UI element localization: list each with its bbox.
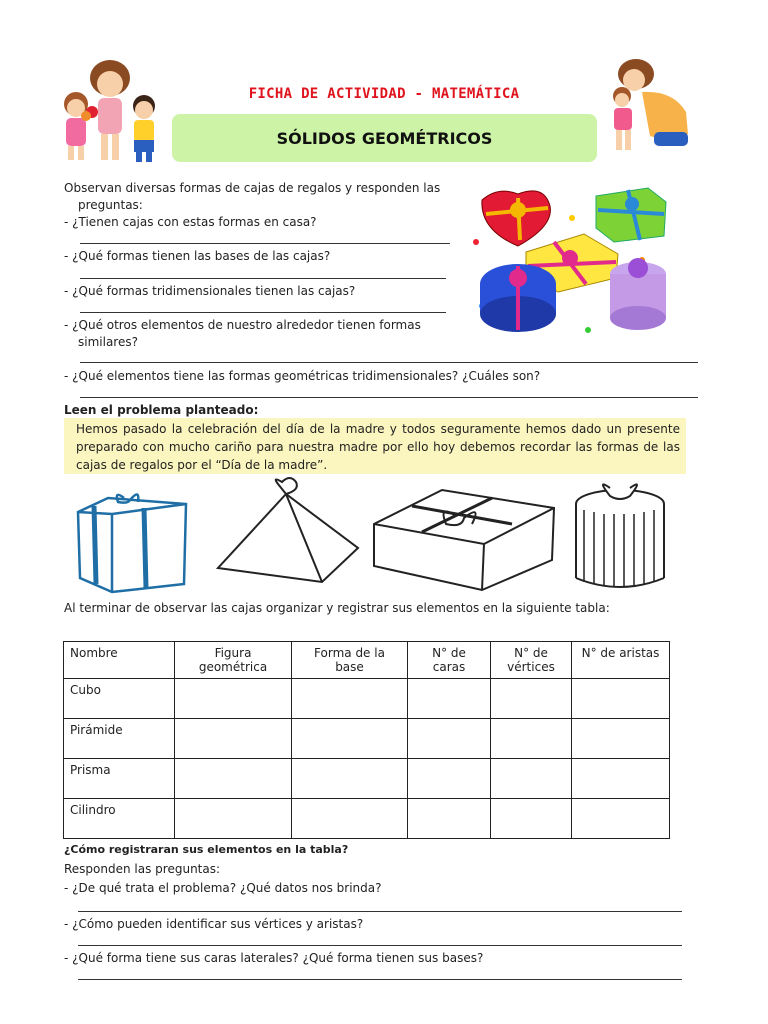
table-instruction: Al terminar de observar las cajas organizar y registrar sus elementos en la siguiente tabla: xyxy=(64,601,610,615)
header-name: Nombre xyxy=(64,642,175,679)
figure-cell[interactable] xyxy=(175,719,292,759)
table-row xyxy=(64,719,670,759)
faces-cell[interactable] xyxy=(408,799,491,839)
faces-cell[interactable] xyxy=(408,759,491,799)
answer-line-5[interactable] xyxy=(80,397,698,398)
header-figure: Figura geométrica xyxy=(175,642,292,679)
table-header-row xyxy=(64,642,670,679)
vertices-cell[interactable] xyxy=(491,759,572,799)
worksheet-title: FICHA DE ACTIVIDAD - MATEMÁTICA xyxy=(248,86,520,102)
mother-child-hug-illustration xyxy=(598,52,698,156)
figure-cell[interactable] xyxy=(175,759,292,799)
problem-box xyxy=(64,418,686,474)
family-illustration xyxy=(48,54,166,166)
problem-heading: Leen el problema planteado: xyxy=(64,403,259,417)
cube-gift-box-drawing xyxy=(74,492,190,596)
vertices-cell[interactable] xyxy=(491,799,572,839)
question-3: - ¿Qué formas tridimensionales tienen las cajas? xyxy=(64,284,356,298)
answer-line-1[interactable] xyxy=(80,243,450,244)
question-4: - ¿Qué otros elementos de nuestro alrededor tienen formas xyxy=(64,318,421,332)
row-name: Pirámide xyxy=(64,719,175,759)
problem-text: Hemos pasado la celebración del día de la madre y todos seguramente hemos dado un presente preparado con mucho cariño para nuestra madre por ello hoy debemos recordar las formas de las cajas de regalos por el “Día de la madre”. xyxy=(76,422,680,472)
question-1: - ¿Tienen cajas con estas formas en casa? xyxy=(64,215,317,229)
intro-line-1: Observan diversas formas de cajas de regalos y responden las xyxy=(64,181,441,195)
table-row xyxy=(64,799,670,839)
topic-title: SÓLIDOS GEOMÉTRICOS xyxy=(276,128,493,148)
base-cell[interactable] xyxy=(292,719,408,759)
closing-question-2: - ¿Cómo pueden identificar sus vértices y aristas? xyxy=(64,917,364,931)
closing-answer-line-3[interactable] xyxy=(78,979,682,980)
faces-cell[interactable] xyxy=(408,719,491,759)
edges-cell[interactable] xyxy=(572,719,670,759)
solids-table xyxy=(63,641,670,839)
closing-question-3: - ¿Qué forma tiene sus caras laterales? ¿Qué forma tienen sus bases? xyxy=(64,951,484,965)
figure-cell[interactable] xyxy=(175,679,292,719)
row-name: Prisma xyxy=(64,759,175,799)
row-name: Cubo xyxy=(64,679,175,719)
question-2: - ¿Qué formas tienen las bases de las cajas? xyxy=(64,249,331,263)
table-row xyxy=(64,759,670,799)
question-4-cont: similares? xyxy=(78,335,138,349)
table-row xyxy=(64,679,670,719)
base-cell[interactable] xyxy=(292,799,408,839)
gift-boxes-illustration xyxy=(468,180,684,342)
answer-line-3[interactable] xyxy=(80,312,446,313)
answer-line-2[interactable] xyxy=(80,278,446,279)
header-base-shape: Forma de la base xyxy=(292,642,408,679)
answer-line-4[interactable] xyxy=(80,362,698,363)
vertices-cell[interactable] xyxy=(491,719,572,759)
intro-line-2: preguntas: xyxy=(78,198,143,212)
faces-cell[interactable] xyxy=(408,679,491,719)
base-cell[interactable] xyxy=(292,759,408,799)
topic-banner xyxy=(172,114,597,162)
closing-intro: Responden las preguntas: xyxy=(64,862,221,876)
vertices-cell[interactable] xyxy=(491,679,572,719)
edges-cell[interactable] xyxy=(572,679,670,719)
prism-gift-box-drawing xyxy=(372,484,558,594)
question-5: - ¿Qué elementos tiene las formas geométricas tridimensionales? ¿Cuáles son? xyxy=(64,369,541,383)
pyramid-gift-box-drawing xyxy=(214,476,362,588)
closing-heading: ¿Cómo registraran sus elementos en la tabla? xyxy=(64,843,349,856)
closing-question-1: - ¿De qué trata el problema? ¿Qué datos nos brinda? xyxy=(64,881,382,895)
edges-cell[interactable] xyxy=(572,799,670,839)
header-edges: N° de aristas xyxy=(572,642,670,679)
base-cell[interactable] xyxy=(292,679,408,719)
closing-answer-line-2[interactable] xyxy=(78,945,682,946)
header-faces: N° de caras xyxy=(408,642,491,679)
edges-cell[interactable] xyxy=(572,759,670,799)
header-vertices: N° de vértices xyxy=(491,642,572,679)
row-name: Cilindro xyxy=(64,799,175,839)
cylinder-gift-box-drawing xyxy=(570,474,670,594)
closing-answer-line-1[interactable] xyxy=(78,911,682,912)
figure-cell[interactable] xyxy=(175,799,292,839)
